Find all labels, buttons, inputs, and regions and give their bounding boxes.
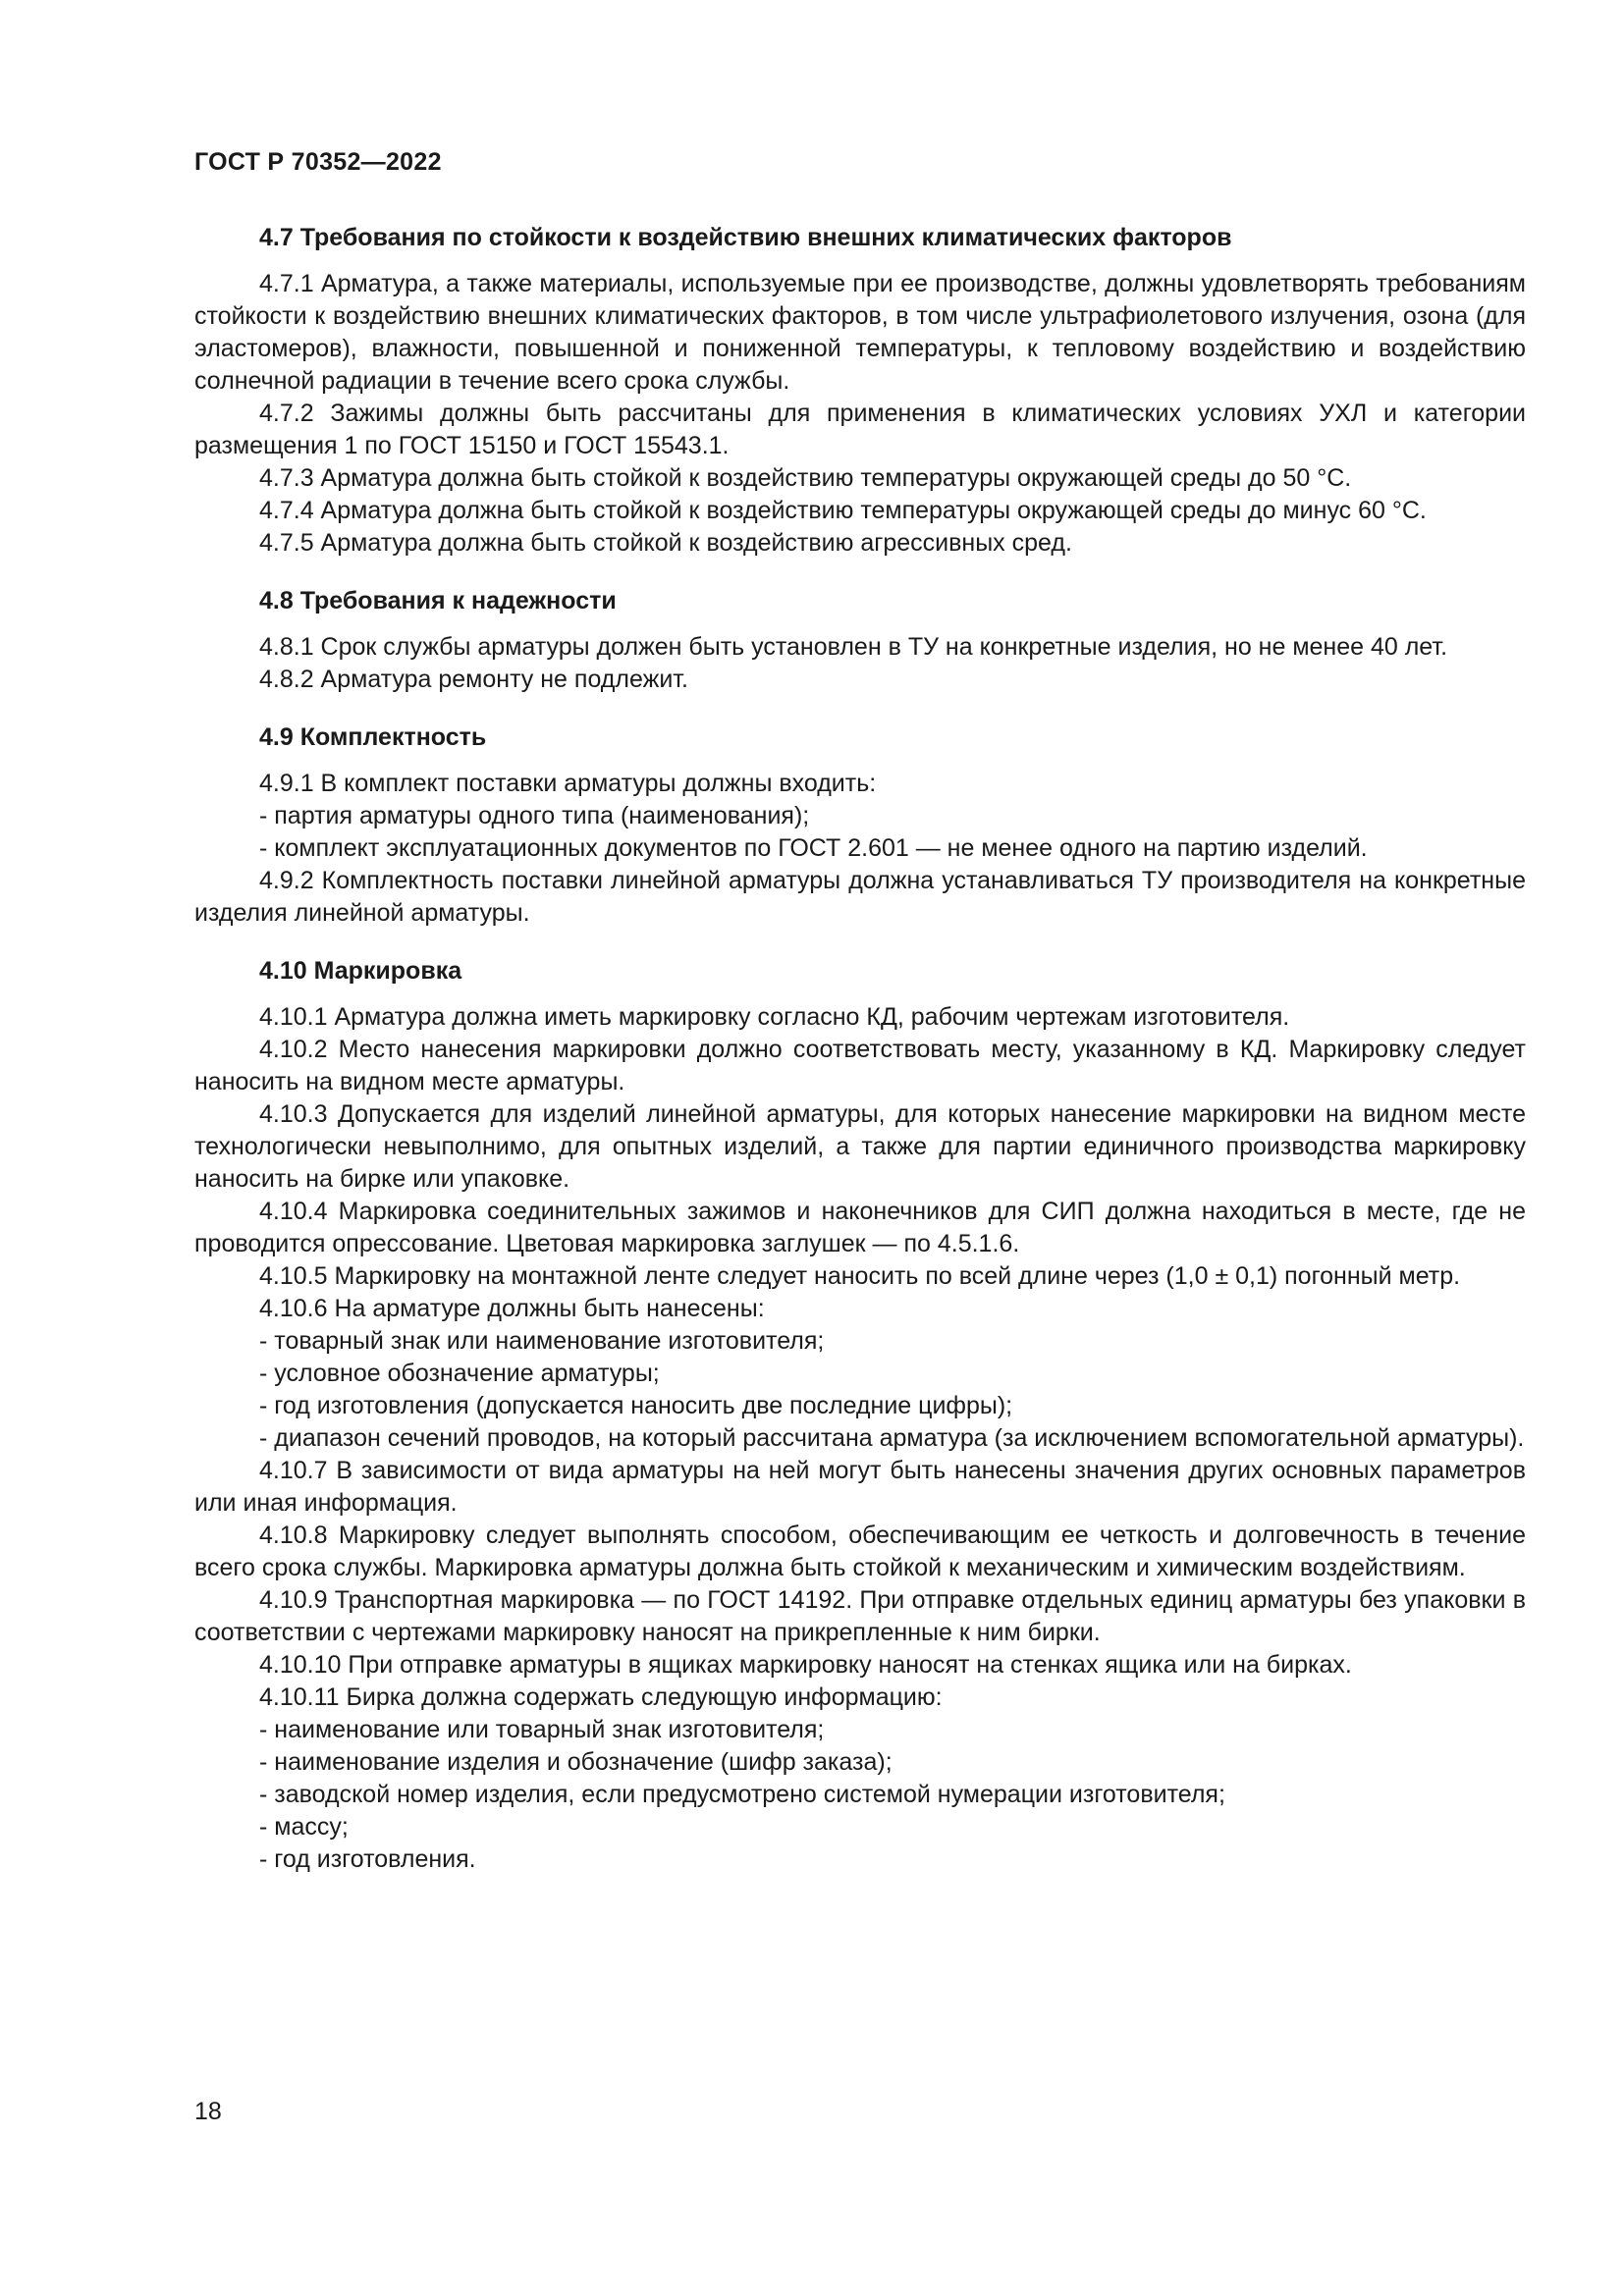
paragraph-4-7-1: 4.7.1 Арматура, а также материалы, используемые при ее производстве, должны удовлетворять требованиям стойкости к воздействию внешних климатических факторов, в том числе ультрафиолетового излучения, озона (для эластомеров), влажности, повышенной и пониженной температуры, к тепловому воздействию и воздействию солнечной радиации в течение всего срока службы. bbox=[194, 270, 1526, 395]
list-item: - массу; bbox=[259, 1813, 349, 1841]
paragraph-4-10-7: 4.10.7 В зависимости от вида арматуры на ней могут быть нанесены значения других основных параметров или иная информация. bbox=[194, 1457, 1526, 1517]
paragraph-4-10-6: 4.10.6 На арматуре должны быть нанесены: bbox=[259, 1295, 765, 1322]
list-item: - год изготовления. bbox=[259, 1845, 476, 1873]
page-number: 18 bbox=[194, 2098, 222, 2125]
section-title-4-9: 4.9 Комплектность bbox=[259, 723, 487, 751]
paragraph-4-7-3: 4.7.3 Арматура должна быть стойкой к воздействию температуры окружающей среды до 50 °С. bbox=[259, 464, 1352, 492]
paragraph-4-7-4: 4.7.4 Арматура должна быть стойкой к воздействию температуры окружающей среды до минус 60 °С. bbox=[259, 497, 1427, 524]
paragraph-4-9-1: 4.9.1 В комплект поставки арматуры должны входить: bbox=[259, 770, 877, 797]
paragraph-4-10-10: 4.10.10 При отправке арматуры в ящиках маркировку наносят на стенках ящика или на бирках. bbox=[259, 1651, 1352, 1679]
paragraph-4-10-3: 4.10.3 Допускается для изделий линейной арматуры, для которых нанесение маркировки на видном месте технологически невыполнимо, для опытных изделий, а также для партии единичного производства маркировку наносить на бирке или упаковке. bbox=[194, 1100, 1526, 1193]
paragraph-4-10-1: 4.10.1 Арматура должна иметь маркировку согласно КД, рабочим чертежам изготовителя. bbox=[259, 1003, 1290, 1031]
paragraph-4-10-11: 4.10.11 Бирка должна содержать следующую информацию: bbox=[259, 1683, 943, 1711]
paragraph-4-9-2: 4.9.2 Комплектность поставки линейной арматуры должна устанавливаться ТУ производителя на конкретные изделия линейной арматуры. bbox=[194, 867, 1526, 927]
list-item: - партия арматуры одного типа (наименования); bbox=[259, 802, 810, 829]
paragraph-4-7-2: 4.7.2 Зажимы должны быть рассчитаны для применения в климатических условиях УХЛ и категории размещения 1 по ГОСТ 15150 и ГОСТ 15543.1. bbox=[194, 400, 1526, 459]
section-title-4-7: 4.7 Требования по стойкости к воздействию внешних климатических факторов bbox=[259, 224, 1232, 251]
list-item: - условное обозначение арматуры; bbox=[259, 1360, 660, 1387]
document-page bbox=[194, 147, 1526, 1876]
paragraph-4-10-2: 4.10.2 Место нанесения маркировки должно соответствовать месту, указанному в КД. Маркировку следует наносить на видном месте арматуры. bbox=[194, 1036, 1526, 1095]
list-item: - заводской номер изделия, если предусмотрено системой нумерации изготовителя; bbox=[259, 1781, 1225, 1808]
list-item: - товарный знак или наименование изготовителя; bbox=[259, 1327, 825, 1355]
list-item: - наименование изделия и обозначение (шифр заказа); bbox=[259, 1748, 893, 1776]
list-item: - наименование или товарный знак изготовителя; bbox=[259, 1716, 825, 1743]
paragraph-4-7-5: 4.7.5 Арматура должна быть стойкой к воздействию агрессивных сред. bbox=[259, 529, 1072, 557]
paragraph-4-8-2: 4.8.2 Арматура ремонту не подлежит. bbox=[259, 666, 688, 693]
list-item: - комплект эксплуатационных документов по ГОСТ 2.601 — не менее одного на партию изделий. bbox=[259, 834, 1368, 862]
list-item: - диапазон сечений проводов, на который рассчитана арматура (за исключением вспомогательной арматуры). bbox=[259, 1424, 1525, 1452]
list-item: - год изготовления (допускается наносить две последние цифры); bbox=[259, 1392, 1013, 1419]
paragraph-4-10-9: 4.10.9 Транспортная маркировка — по ГОСТ 14192. При отправке отдельных единиц арматуры без упаковки в соответствии с чертежами маркировку наносят на прикрепленные к ним бирки. bbox=[194, 1586, 1526, 1646]
document-code: ГОСТ Р 70352—2022 bbox=[194, 148, 442, 176]
paragraph-4-10-8: 4.10.8 Маркировку следует выполнять способом, обеспечивающим ее четкость и долговечность в течение всего срока службы. Маркировка арматуры должна быть стойкой к механическим и химическим воздействиям. bbox=[194, 1522, 1526, 1581]
paragraph-4-10-5: 4.10.5 Маркировку на монтажной ленте следует наносить по всей длине через (1,0 ± 0,1) погонный метр. bbox=[259, 1262, 1461, 1290]
section-title-4-10: 4.10 Маркировка bbox=[259, 957, 462, 985]
section-title-4-8: 4.8 Требования к надежности bbox=[259, 587, 617, 614]
paragraph-4-10-4: 4.10.4 Маркировка соединительных зажимов и наконечников для СИП должна находиться в месте, где не проводится опрессование. Цветовая маркировка заглушек — по 4.5.1.6. bbox=[194, 1198, 1526, 1257]
paragraph-4-8-1: 4.8.1 Срок службы арматуры должен быть установлен в ТУ на конкретные изделия, но не менее 40 лет. bbox=[259, 633, 1448, 661]
